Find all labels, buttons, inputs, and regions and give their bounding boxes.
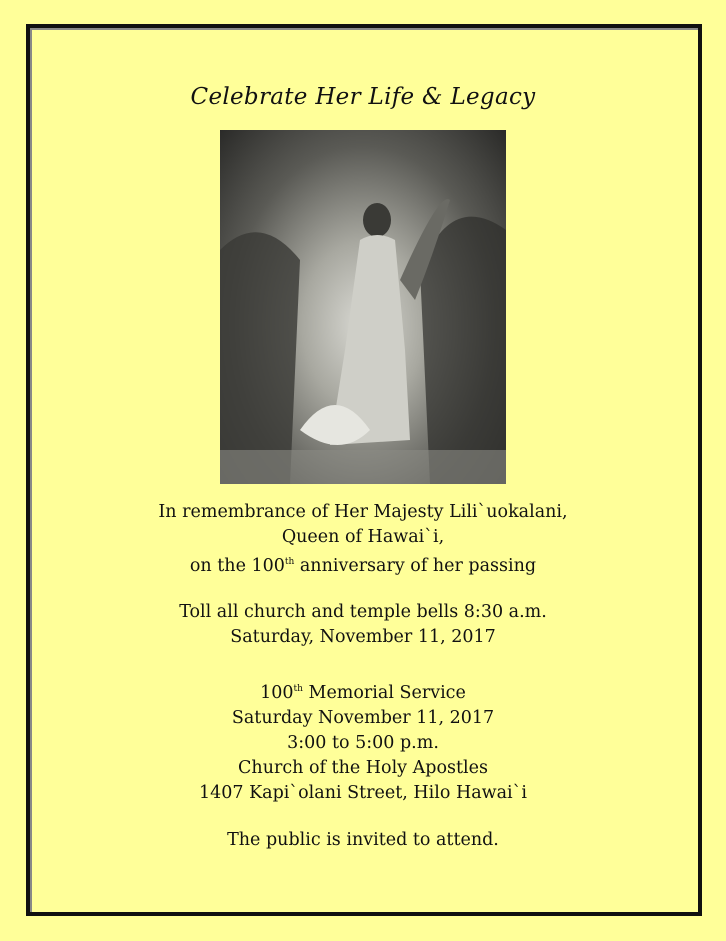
text: on the 100 bbox=[189, 556, 285, 576]
service-address: 1407 Kapi`olani Street, Hilo Hawai`i bbox=[198, 783, 527, 803]
text: anniversary of her passing bbox=[294, 556, 537, 576]
flyer-title: Celebrate Her Life & Legacy bbox=[190, 84, 536, 110]
queen-portrait-photo bbox=[220, 130, 506, 484]
text: 100 bbox=[260, 683, 294, 703]
service-section bbox=[0, 677, 726, 806]
text: Memorial Service bbox=[302, 683, 466, 703]
remembrance-line-3 bbox=[0, 550, 726, 579]
service-venue: Church of the Holy Apostles bbox=[238, 758, 488, 778]
service-title bbox=[0, 677, 726, 706]
remembrance-section bbox=[0, 500, 726, 579]
remembrance-line-2: Queen of Hawai`i, bbox=[281, 527, 445, 547]
remembrance-line-1: In remembrance of Her Majesty Lili`uokalani, bbox=[158, 502, 568, 522]
ordinal-suffix: th bbox=[293, 684, 303, 694]
service-time: 3:00 to 5:00 p.m. bbox=[287, 733, 439, 753]
ordinal-suffix: th bbox=[284, 557, 295, 567]
closing-text: The public is invited to attend. bbox=[227, 830, 499, 850]
bells-section bbox=[0, 600, 726, 650]
service-date: Saturday November 11, 2017 bbox=[231, 708, 495, 728]
bells-line-2: Saturday, November 11, 2017 bbox=[230, 627, 496, 647]
bells-line-1: Toll all church and temple bells 8:30 a.m. bbox=[179, 602, 547, 622]
portrait-figure bbox=[220, 130, 506, 484]
